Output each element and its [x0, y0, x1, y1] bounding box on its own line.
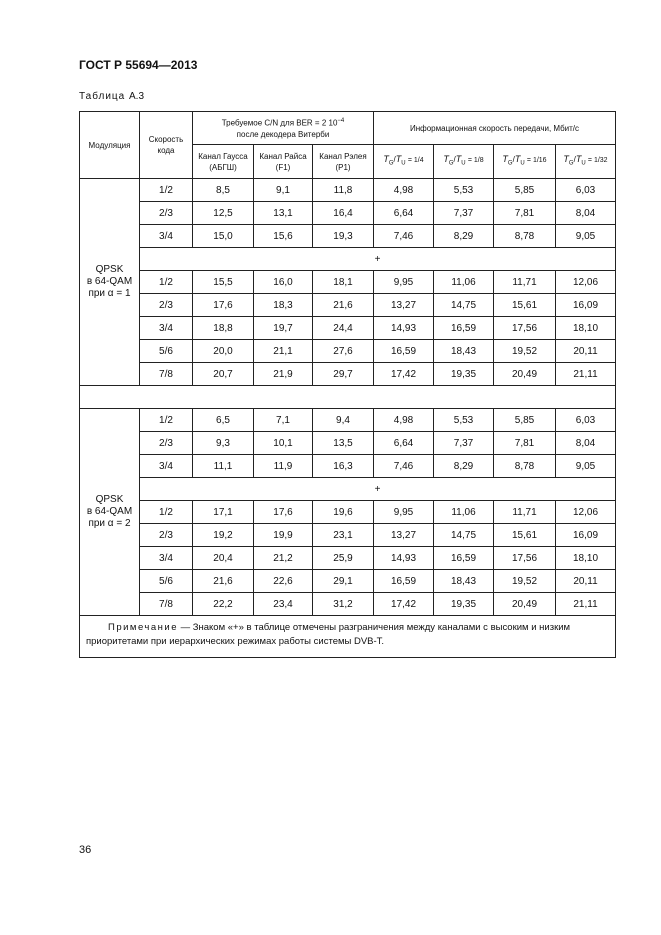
ratio-value: = 1/8 [467, 156, 484, 164]
rayleigh-cell: 23,1 [313, 524, 374, 547]
note-dash: — [178, 622, 193, 633]
rice-cell: 19,7 [254, 317, 313, 340]
ratio-sub-g: G [388, 160, 394, 167]
header-required-cn-line2: после декодера Витерби [236, 129, 330, 139]
code-rate-cell: 2/3 [140, 202, 193, 225]
rate-quarter-cell: 4,98 [374, 409, 434, 432]
header-info-rate: Информационная скорость передачи, Мбит/с [374, 112, 616, 145]
rate-quarter-cell: 14,93 [374, 317, 434, 340]
table-row [80, 202, 616, 225]
rayleigh-cell: 16,4 [313, 202, 374, 225]
rate-thirtysecond-cell: 18,10 [556, 547, 616, 570]
header-required-cn [193, 112, 374, 145]
rayleigh-cell: 19,3 [313, 225, 374, 248]
gauss-cell: 17,6 [193, 294, 254, 317]
table-row [80, 409, 616, 432]
rate-thirtysecond-cell: 6,03 [556, 179, 616, 202]
header-required-cn-line1: Требуемое C/N для BER = 2 10 [221, 118, 338, 128]
rice-cell: 11,9 [254, 455, 313, 478]
rate-thirtysecond-cell: 12,06 [556, 501, 616, 524]
header-ratio-2 [434, 145, 494, 179]
modulation-cell [80, 179, 140, 386]
gauss-cell: 22,2 [193, 593, 254, 616]
modulation-line: в 64-QAM [86, 276, 133, 287]
rice-cell: 16,0 [254, 271, 313, 294]
rate-thirtysecond-cell: 21,11 [556, 363, 616, 386]
table-row [80, 294, 616, 317]
rate-sixteenth-cell: 5,85 [494, 409, 556, 432]
header-channel-gauss: Канал Гаусса (АБГШ) [193, 145, 254, 179]
ratio-slash: / [512, 154, 515, 164]
code-rate-cell: 7/8 [140, 593, 193, 616]
ratio-label [563, 153, 608, 167]
table-row [80, 179, 616, 202]
rate-eighth-cell: 19,35 [434, 593, 494, 616]
rate-sixteenth-cell: 7,81 [494, 202, 556, 225]
rate-thirtysecond-cell: 16,09 [556, 524, 616, 547]
rayleigh-cell: 19,6 [313, 501, 374, 524]
rayleigh-cell: 18,1 [313, 271, 374, 294]
ratio-value: = 1/32 [587, 156, 608, 164]
table-row [80, 317, 616, 340]
gauss-cell: 12,5 [193, 202, 254, 225]
rate-eighth-cell: 7,37 [434, 432, 494, 455]
gauss-cell: 20,0 [193, 340, 254, 363]
code-rate-cell: 3/4 [140, 225, 193, 248]
rice-cell: 18,3 [254, 294, 313, 317]
header-ratio-3 [494, 145, 556, 179]
code-rate-cell: 1/2 [140, 501, 193, 524]
rate-sixteenth-cell: 11,71 [494, 501, 556, 524]
rice-cell: 7,1 [254, 409, 313, 432]
rate-thirtysecond-cell: 9,05 [556, 225, 616, 248]
ratio-sub-u: U [401, 160, 406, 167]
gauss-cell: 15,0 [193, 225, 254, 248]
caption-number: А.3 [129, 91, 145, 102]
rice-cell: 17,6 [254, 501, 313, 524]
modulation-line: QPSK [95, 264, 124, 275]
rate-thirtysecond-cell: 6,03 [556, 409, 616, 432]
rayleigh-cell: 16,3 [313, 455, 374, 478]
table-row [80, 432, 616, 455]
gauss-cell: 8,5 [193, 179, 254, 202]
code-rate-cell: 2/3 [140, 524, 193, 547]
rayleigh-cell: 29,1 [313, 570, 374, 593]
rate-sixteenth-cell: 8,78 [494, 225, 556, 248]
rate-sixteenth-cell: 19,52 [494, 570, 556, 593]
rice-cell: 10,1 [254, 432, 313, 455]
code-rate-cell: 1/2 [140, 271, 193, 294]
rayleigh-cell: 25,9 [313, 547, 374, 570]
rayleigh-cell: 31,2 [313, 593, 374, 616]
rate-thirtysecond-cell: 20,11 [556, 570, 616, 593]
rate-sixteenth-cell: 8,78 [494, 455, 556, 478]
rate-sixteenth-cell: 15,61 [494, 524, 556, 547]
note-cell [80, 616, 616, 658]
rice-cell: 15,6 [254, 225, 313, 248]
rate-eighth-cell: 8,29 [434, 225, 494, 248]
rice-cell: 19,9 [254, 524, 313, 547]
ratio-label [443, 153, 484, 167]
table-row [80, 455, 616, 478]
rate-quarter-cell: 6,64 [374, 432, 434, 455]
code-rate-cell: 2/3 [140, 294, 193, 317]
modulation-cell [80, 409, 140, 616]
code-rate-cell: 7/8 [140, 363, 193, 386]
rate-thirtysecond-cell: 12,06 [556, 271, 616, 294]
rate-thirtysecond-cell: 21,11 [556, 593, 616, 616]
header-ratio-4 [556, 145, 616, 179]
group-separator-row [80, 386, 616, 409]
ratio-t: T [443, 153, 449, 164]
ratio-sub-u: U [461, 160, 466, 167]
plus-row [80, 248, 616, 271]
page-number: 36 [79, 844, 92, 856]
rate-eighth-cell: 18,43 [434, 570, 494, 593]
rate-thirtysecond-cell: 16,09 [556, 294, 616, 317]
code-rate-cell: 5/6 [140, 340, 193, 363]
table-row [80, 363, 616, 386]
rate-eighth-cell: 14,75 [434, 524, 494, 547]
ratio-t: T [455, 153, 462, 164]
ratio-label [502, 153, 547, 167]
gauss-cell: 15,5 [193, 271, 254, 294]
code-rate-cell: 5/6 [140, 570, 193, 593]
gauss-cell: 11,1 [193, 455, 254, 478]
rate-sixteenth-cell: 20,49 [494, 363, 556, 386]
rate-quarter-cell: 13,27 [374, 294, 434, 317]
ratio-t: T [395, 153, 402, 164]
rate-quarter-cell: 16,59 [374, 340, 434, 363]
gauss-cell: 18,8 [193, 317, 254, 340]
code-rate-cell: 3/4 [140, 547, 193, 570]
ratio-value: = 1/4 [407, 156, 424, 164]
rate-sixteenth-cell: 17,56 [494, 317, 556, 340]
code-rate-cell: 1/2 [140, 409, 193, 432]
rice-cell: 21,9 [254, 363, 313, 386]
rate-quarter-cell: 7,46 [374, 455, 434, 478]
ratio-slash: / [573, 154, 576, 164]
rate-sixteenth-cell: 11,71 [494, 271, 556, 294]
ratio-slash: / [453, 154, 456, 164]
rayleigh-cell: 9,4 [313, 409, 374, 432]
rate-eighth-cell: 18,43 [434, 340, 494, 363]
rice-cell: 22,6 [254, 570, 313, 593]
rate-thirtysecond-cell: 18,10 [556, 317, 616, 340]
header-code-rate: Скорость кода [140, 112, 193, 179]
ratio-t: T [563, 153, 569, 164]
gauss-cell: 20,7 [193, 363, 254, 386]
rate-quarter-cell: 4,98 [374, 179, 434, 202]
gauss-cell: 9,3 [193, 432, 254, 455]
modulation-line: при α = 1 [88, 288, 131, 299]
rate-sixteenth-cell: 17,56 [494, 547, 556, 570]
rate-eighth-cell: 7,37 [434, 202, 494, 225]
table-row [80, 524, 616, 547]
table-row [80, 271, 616, 294]
plus-row [80, 478, 616, 501]
ratio-slash: / [393, 154, 396, 164]
rate-eighth-cell: 11,06 [434, 501, 494, 524]
code-rate-cell: 2/3 [140, 432, 193, 455]
code-rate-cell: 1/2 [140, 179, 193, 202]
rate-eighth-cell: 11,06 [434, 271, 494, 294]
ratio-sub-u: U [520, 160, 525, 167]
rice-cell: 9,1 [254, 179, 313, 202]
ratio-t: T [502, 153, 508, 164]
ratio-t: T [514, 153, 521, 164]
gauss-cell: 17,1 [193, 501, 254, 524]
code-rate-cell: 3/4 [140, 317, 193, 340]
note-label: Примечание [108, 622, 178, 633]
rice-cell: 13,1 [254, 202, 313, 225]
ratio-t: T [383, 153, 389, 164]
data-table [79, 111, 616, 658]
table-row [80, 501, 616, 524]
rice-cell: 23,4 [254, 593, 313, 616]
rayleigh-cell: 29,7 [313, 363, 374, 386]
ratio-sub-g: G [507, 160, 513, 167]
rayleigh-cell: 11,8 [313, 179, 374, 202]
rate-quarter-cell: 17,42 [374, 363, 434, 386]
header-channel-rayleigh: Канал Рэлея (P1) [313, 145, 374, 179]
rate-sixteenth-cell: 19,52 [494, 340, 556, 363]
gauss-cell: 20,4 [193, 547, 254, 570]
gauss-cell: 21,6 [193, 570, 254, 593]
ratio-sub-g: G [568, 160, 574, 167]
ratio-value: = 1/16 [526, 156, 547, 164]
rate-thirtysecond-cell: 9,05 [556, 455, 616, 478]
rate-eighth-cell: 16,59 [434, 547, 494, 570]
rate-eighth-cell: 19,35 [434, 363, 494, 386]
header-channel-rice: Канал Райса (F1) [254, 145, 313, 179]
modulation-line: при α = 2 [88, 518, 131, 529]
rayleigh-cell: 24,4 [313, 317, 374, 340]
rate-sixteenth-cell: 5,85 [494, 179, 556, 202]
modulation-line: в 64-QAM [86, 506, 133, 517]
modulation-line: QPSK [95, 494, 124, 505]
table-body [80, 179, 616, 658]
table-row [80, 593, 616, 616]
table-row [80, 225, 616, 248]
note-text: Знаком «+» в таблице отмечены разграничения между каналами с высоким и низким приоритетами при иерархических режимах работы системы DVB-T. [86, 622, 571, 647]
rate-quarter-cell: 9,95 [374, 501, 434, 524]
rate-eighth-cell: 5,53 [434, 409, 494, 432]
ratio-sub-g: G [448, 160, 454, 167]
rate-thirtysecond-cell: 8,04 [556, 432, 616, 455]
rate-sixteenth-cell: 20,49 [494, 593, 556, 616]
rate-quarter-cell: 16,59 [374, 570, 434, 593]
ratio-label [383, 153, 424, 167]
code-rate-cell: 3/4 [140, 455, 193, 478]
rate-eighth-cell: 8,29 [434, 455, 494, 478]
rate-eighth-cell: 16,59 [434, 317, 494, 340]
rice-cell: 21,2 [254, 547, 313, 570]
plus-separator: + [140, 478, 616, 501]
rate-eighth-cell: 14,75 [434, 294, 494, 317]
rayleigh-cell: 21,6 [313, 294, 374, 317]
rayleigh-cell: 13,5 [313, 432, 374, 455]
header-required-cn-exp: −4 [337, 118, 345, 125]
ratio-sub-u: U [581, 160, 586, 167]
rate-quarter-cell: 17,42 [374, 593, 434, 616]
rate-quarter-cell: 14,93 [374, 547, 434, 570]
table-row [80, 340, 616, 363]
rate-sixteenth-cell: 15,61 [494, 294, 556, 317]
rate-thirtysecond-cell: 20,11 [556, 340, 616, 363]
ratio-t: T [575, 153, 582, 164]
header-modulation: Модуляция [80, 112, 140, 179]
table-row [80, 547, 616, 570]
rate-thirtysecond-cell: 8,04 [556, 202, 616, 225]
rate-eighth-cell: 5,53 [434, 179, 494, 202]
rate-quarter-cell: 6,64 [374, 202, 434, 225]
group-separator [80, 386, 616, 409]
table-row [80, 570, 616, 593]
caption-word: Таблица [79, 91, 126, 102]
gauss-cell: 19,2 [193, 524, 254, 547]
rate-quarter-cell: 9,95 [374, 271, 434, 294]
rate-quarter-cell: 7,46 [374, 225, 434, 248]
rate-sixteenth-cell: 7,81 [494, 432, 556, 455]
note-row [80, 616, 616, 658]
rice-cell: 21,1 [254, 340, 313, 363]
document-header: ГОСТ Р 55694—2013 [79, 58, 198, 72]
rayleigh-cell: 27,6 [313, 340, 374, 363]
header-ratio-1 [374, 145, 434, 179]
plus-separator: + [140, 248, 616, 271]
gauss-cell: 6,5 [193, 409, 254, 432]
rate-quarter-cell: 13,27 [374, 524, 434, 547]
table-caption [79, 91, 144, 102]
